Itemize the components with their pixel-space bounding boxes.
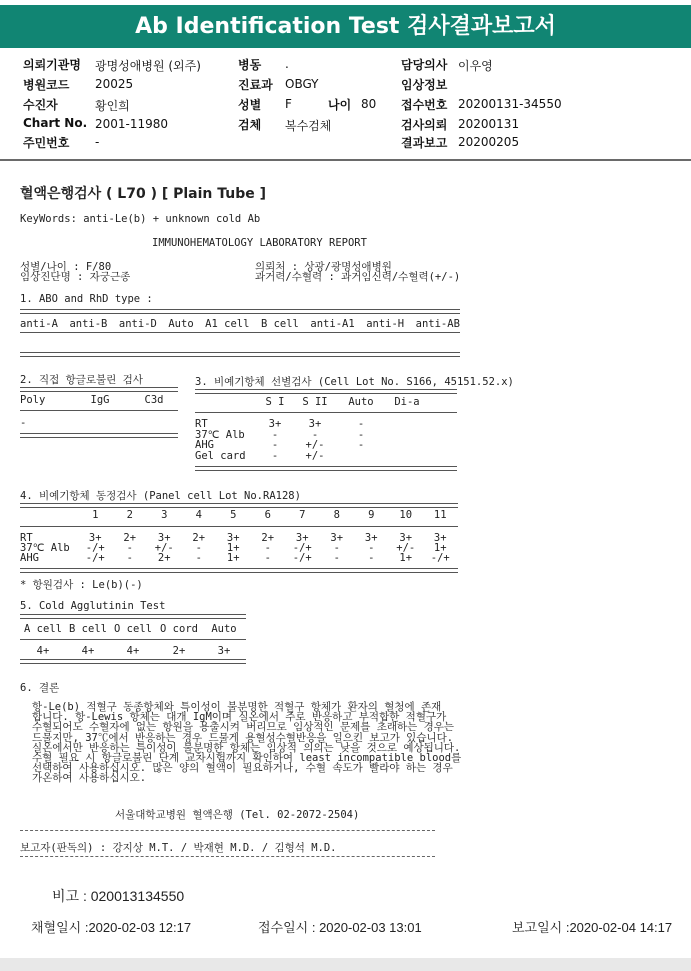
conclusion-line: 가온하여 사용하십시오. <box>32 772 147 785</box>
panel-header-row <box>20 511 458 521</box>
panel-col: 9 <box>368 509 375 521</box>
panel-col: 11 <box>433 509 447 521</box>
test-title: 혈액은행검사 ( L70 ) [ Plain Tube ] <box>20 186 267 202</box>
dat-rule-top <box>20 387 178 392</box>
request-label: 검사의뢰 <box>401 118 448 132</box>
patient-value: 황인희 <box>95 99 130 113</box>
dat-value-row <box>20 419 178 429</box>
age-value: 80 <box>361 97 377 111</box>
screen-cell: +/- <box>305 439 325 451</box>
sex-label: 성별 <box>238 98 262 112</box>
conclusion-line: 실온에서만 반응하는 특이성이 불분명한 항체는 임상적 의의는 낮을 것으로 예상됩니다. <box>32 741 461 754</box>
antigen-result: * 항원검사 : Le(b)(-) <box>20 579 143 591</box>
request-value: 20200131 <box>458 117 520 131</box>
screen-col: Auto <box>348 396 374 408</box>
diagnosis: 임상진단명 : 자궁근종 <box>20 271 131 283</box>
rrn-value: - <box>95 135 100 149</box>
panel-cell: -/+ <box>292 552 312 564</box>
report-title-bar <box>0 5 691 48</box>
panel-rule-mid <box>20 526 458 527</box>
screen-col: Di-a <box>394 396 420 408</box>
doctor-label: 담당의사 <box>401 58 448 72</box>
screen-cell <box>335 452 387 463</box>
panel-col: 8 <box>333 509 340 521</box>
panel-cell: AHG <box>20 552 39 564</box>
panel-cell: 3+ <box>88 532 102 544</box>
panel-cell: -/+ <box>85 552 105 564</box>
reporters: 보고자(판독의) : 강지상 M.T. / 박재현 M.D. / 김형석 M.D. <box>20 842 337 854</box>
cold-rule-bottom <box>20 659 246 664</box>
cold-header-row <box>20 625 246 635</box>
screen-cell: 3+ <box>308 418 322 430</box>
screen-rule-bottom <box>195 466 457 471</box>
panel-cell: 1+ <box>433 542 447 554</box>
ward-value: . <box>285 57 289 71</box>
panel-cell: 1+ <box>399 552 413 564</box>
clinical-label: 임상정보 <box>401 78 448 92</box>
report-date-value: 20200205 <box>458 135 520 149</box>
abo-rule-bottom <box>20 352 460 357</box>
cold-value: 3+ <box>217 645 231 657</box>
panel-cell: +/- <box>396 542 416 554</box>
panel-cell: 2+ <box>261 532 275 544</box>
panel-col: 1 <box>92 509 99 521</box>
panel-cell: 2+ <box>123 532 137 544</box>
conclusion-line: 항-Le(b) 적혈구 동종항체와 특이성이 불분명한 적혈구 항체가 환자의 혈청에 존재 <box>32 701 442 713</box>
cold-title: 5. Cold Agglutinin Test <box>20 600 166 612</box>
abo-col: anti-A <box>20 318 58 330</box>
keywords: KeyWords: anti-Le(b) + unknown cold Ab <box>20 213 261 225</box>
referrer: 의뢰처 : 상광/광명성애병원 <box>255 261 392 273</box>
hospital-line: 서울대학교병원 혈액은행 (Tel. 02-2072-2504) <box>115 809 360 821</box>
panel-cell: - <box>368 552 375 564</box>
patient-label: 수진자 <box>23 98 58 112</box>
cold-col: A cell <box>24 623 62 635</box>
abo-title: 1. ABO and RhD type : <box>20 293 153 305</box>
institution-label: 의뢰기관명 <box>23 58 81 72</box>
panel-cell: 3+ <box>226 532 240 544</box>
panel-cell: RT <box>20 532 33 544</box>
panel-cell: - <box>126 542 133 554</box>
bottom-band <box>0 958 691 971</box>
abo-rule-top <box>20 309 460 314</box>
panel-cell: - <box>126 552 133 564</box>
accession-label: 접수번호 <box>401 98 448 112</box>
dat-col: Poly <box>20 394 46 406</box>
dat-title: 2. 직접 항글로불린 검사 <box>20 374 143 386</box>
screen-cell: RT <box>195 418 208 430</box>
chart-label: Chart No. <box>23 116 88 130</box>
collected-time: 채혈일시 :2020-02-03 12:17 <box>31 920 192 935</box>
dat-value <box>130 419 178 429</box>
screen-cell: AHG <box>195 439 214 451</box>
dat-header-row <box>20 396 178 406</box>
abo-col: B cell <box>260 318 299 330</box>
panel-rule-bottom <box>20 568 458 573</box>
panel-cell: -/+ <box>292 542 312 554</box>
cold-col: B cell <box>69 623 107 635</box>
received-time: 접수일시 : 2020-02-03 13:01 <box>258 920 422 935</box>
doctor-value: 이우영 <box>458 59 493 73</box>
panel-cell: - <box>195 542 202 554</box>
panel-cell: 2+ <box>192 532 206 544</box>
screen-cell <box>387 431 427 442</box>
panel-col: 2 <box>126 509 133 521</box>
cold-col: Auto <box>211 623 237 635</box>
hospital-code-value: 20025 <box>95 77 134 91</box>
panel-cell: - <box>368 542 375 554</box>
screen-cell: - <box>311 428 319 441</box>
cold-value: 4+ <box>81 645 95 657</box>
abo-header-row <box>20 318 460 330</box>
dat-value <box>70 419 130 429</box>
abo-col: anti-H <box>366 318 405 330</box>
header-divider <box>0 159 691 161</box>
screen-cell: - <box>271 428 279 441</box>
panel-cell: 3+ <box>330 532 344 544</box>
conclusion-line: 합니다. 항-Lewis 항체는 대개 IgM이며 실온에서 주로 반응하고 부적합한 적혈구가 <box>32 711 447 724</box>
panel-cell: 37℃ Alb <box>20 542 70 554</box>
panel-cell: 1+ <box>226 552 240 564</box>
panel-cell: 3+ <box>295 532 309 544</box>
sex-age: 성별/나이 : F/80 <box>20 261 112 273</box>
screen-cell: - <box>271 439 279 451</box>
reporter-rule-top <box>20 830 435 831</box>
dept-value: OBGY <box>285 77 319 91</box>
panel-col: 5 <box>230 509 237 521</box>
dat-rule-mid <box>20 410 178 411</box>
hospital-code-label: 병원코드 <box>23 78 70 92</box>
screen-col <box>195 398 255 408</box>
history: 과거력/수혈력 : 과거임신력/수혈력(+/-) <box>255 271 461 283</box>
panel-col: 3 <box>161 509 168 521</box>
specimen-value: 복수검체 <box>285 119 332 133</box>
specimen-label: 검체 <box>238 118 262 132</box>
panel-cell: - <box>195 552 202 564</box>
lab-title: IMMUNOHEMATOLOGY LABORATORY REPORT <box>152 237 367 249</box>
screen-cell: - <box>357 428 365 441</box>
reporter-rule-bottom <box>20 856 435 857</box>
abo-col: A1 cell <box>205 318 250 330</box>
screen-cell: - <box>271 449 279 462</box>
cold-value: 4+ <box>36 645 50 657</box>
age-label: 나이 <box>328 98 352 112</box>
cold-rule-top <box>20 614 246 619</box>
panel-cell: - <box>264 542 271 554</box>
abo-rule-mid <box>20 332 460 333</box>
conclusion-title: 6. 결론 <box>20 682 60 694</box>
dat-col: IgG <box>90 394 110 406</box>
conclusion-line: 선택하여 사용하십시오. 많은 양의 혈액이 필요하거나, 수혈 속도가 빨라야 하는 경우 <box>32 762 453 775</box>
screen-rule-mid <box>195 412 457 413</box>
panel-col <box>20 511 78 521</box>
cold-rule-mid <box>20 639 246 640</box>
panel-col: 10 <box>399 509 413 521</box>
dat-rule-bottom <box>20 433 178 438</box>
screen-cell <box>387 441 427 452</box>
screen-title: 3. 비예기항체 선별검사 (Cell Lot No. S166, 45151.52.x) <box>195 376 514 388</box>
screen-col: S II <box>302 396 328 408</box>
screen-rule-top <box>195 389 457 394</box>
abo-col: anti-D <box>118 318 157 330</box>
panel-col: 6 <box>264 509 271 521</box>
rrn-label: 주민번호 <box>23 136 70 150</box>
report-date-label: 결과보고 <box>401 136 448 150</box>
screen-table-body <box>195 420 457 462</box>
cold-value: 2+ <box>172 645 186 657</box>
panel-cell: 2+ <box>157 552 171 564</box>
screen-header-row <box>195 398 457 408</box>
panel-cell: 3+ <box>364 532 378 544</box>
reported-time: 보고일시 :2020-02-04 14:17 <box>512 920 673 935</box>
accession-value: 20200131-34550 <box>458 97 562 111</box>
panel-cell: 3+ <box>157 532 171 544</box>
panel-cell: -/+ <box>85 542 105 554</box>
dept-label: 진료과 <box>238 78 273 92</box>
cold-col: O cell <box>114 623 152 635</box>
panel-col: 7 <box>299 509 306 521</box>
panel-title: 4. 비예기항체 동정검사 (Panel cell Lot No.RA128) <box>20 490 301 502</box>
remark: 비고 : 020013134550 <box>52 888 185 904</box>
abo-col: Auto <box>168 318 194 330</box>
panel-cell: - <box>333 552 340 564</box>
cold-value: 4+ <box>126 645 140 657</box>
screen-cell: - <box>357 439 365 451</box>
panel-cell: 3+ <box>399 532 413 544</box>
panel-cell: +/- <box>154 542 174 554</box>
screen-cell: +/- <box>305 449 325 462</box>
screen-cell: 37℃ Alb <box>195 428 245 441</box>
institution-value: 광명성애병원 (외주) <box>95 59 201 73</box>
conclusion-line: 드물지만, 37℃에서 반응하는 경우 드물게 용혈성수혈반응을 일으킨 보고가 있습니다. <box>32 731 454 744</box>
report-title: Ab Identification Test 검사결과보고서 <box>135 14 556 39</box>
ward-label: 병동 <box>238 58 262 72</box>
screen-cell: Gel card <box>195 449 246 462</box>
screen-cell <box>387 420 427 431</box>
screen-cell <box>387 452 427 463</box>
dat-col: C3d <box>144 394 164 406</box>
abo-col: anti-AB <box>415 318 460 330</box>
cold-value-row <box>20 647 246 657</box>
panel-cell: 3+ <box>433 532 447 544</box>
screen-col: S I <box>265 396 285 408</box>
dat-value: - <box>20 417 27 429</box>
panel-cell: - <box>264 552 271 564</box>
panel-cell: -/+ <box>430 552 450 564</box>
screen-cell: 3+ <box>268 418 282 430</box>
panel-rule-top <box>20 503 458 508</box>
panel-table-body <box>20 534 458 564</box>
screen-cell: - <box>357 418 365 430</box>
abo-col: anti-B <box>69 318 108 330</box>
panel-cell: 1+ <box>226 542 240 554</box>
conclusion-line: 수혈 필요 시 항글로불린 단계 교차시험까지 확인하여 least incompatible blood를 <box>32 752 462 765</box>
abo-col: anti-A1 <box>310 318 355 330</box>
cold-col: O cord <box>160 623 198 635</box>
panel-col: 4 <box>195 509 202 521</box>
chart-value: 2001-11980 <box>95 117 169 131</box>
conclusion-text <box>32 702 461 784</box>
conclusion-line: 수혈되어도 수혈자에 없는 항원을 용출시켜 버리므로 임상적인 문제를 초래하는 경우는 <box>32 721 455 734</box>
sex-value: F <box>285 97 292 111</box>
panel-cell: - <box>333 542 340 554</box>
